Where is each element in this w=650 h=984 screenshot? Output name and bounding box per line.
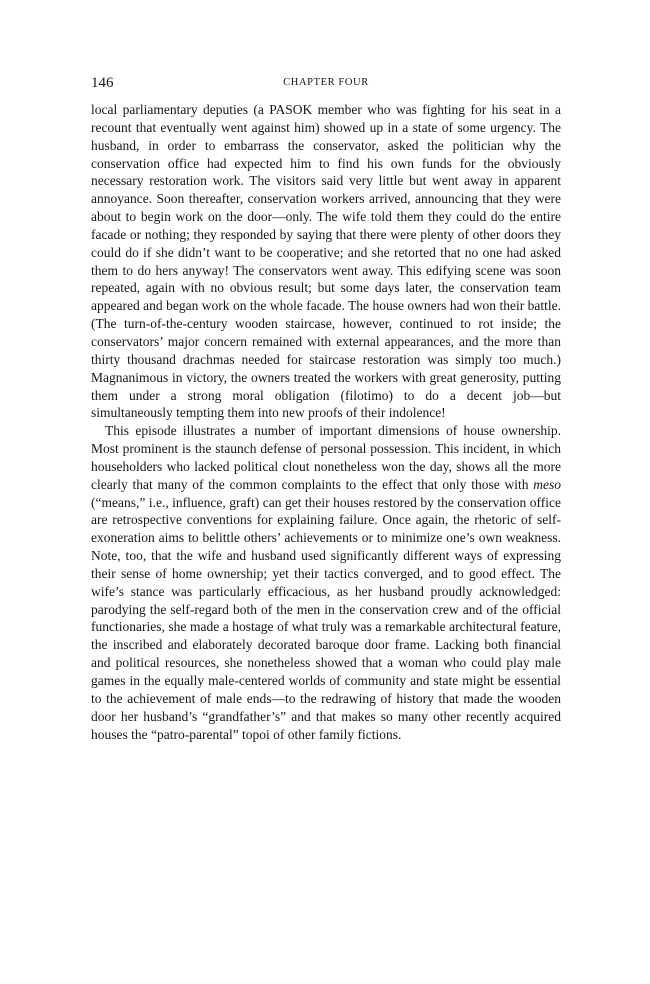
page-header	[91, 75, 561, 95]
paragraph-text-start: This episode illustrates a number of important dimensions of house ownership. Most prominent is the staunch defense of personal possession. This incident, in which householders who lacked political clout nonetheless won the day, shows all the more clearly that many of the common complaints to the effect that only those with	[91, 423, 561, 492]
running-head: CHAPTER FOUR	[283, 77, 369, 88]
italic-term-meso: meso	[533, 476, 561, 492]
paragraph-continued: local parliamentary deputies (a PASOK member who was fighting for his seat in a recount that eventually went against him) showed up in a state of some urgency. The husband, in order to embarrass the conservator, asked the politician why the conservation office had expected him to find his own funds for the obviously necessary restoration work. The visitors said very little but went away in apparent annoyance. Soon thereafter, conservation workers arrived, announcing that they were about to begin work on the door—only. The wife told them they could do the entire facade or nothing; they responded by saying that there were plenty of other doors they could do if she didn’t want to be cooperative; and she retorted that no one had asked them to do hers anyway! The conservators went away. This edifying scene was soon repeated, again with no obvious result; but some days later, the conservation team appeared and began work on the whole facade. The house owners had won their battle. (The turn-of-the-century wooden staircase, however, continued to rot inside; the conservators’ major concern remained with external appearances, and the more than thirty thousand drachmas needed for staircase restoration was simply too much.) Magnanimous in victory, the owners treated the workers with great generosity, putting them under a strong moral obligation (filotimo) to do a decent job—but simultaneously tempting them into new proofs of their indolence!	[91, 102, 561, 421]
page-number: 146	[91, 75, 114, 91]
body-text	[91, 101, 561, 743]
paragraph-episode-analysis	[91, 422, 561, 743]
paragraph-text-end: (“means,” i.e., influence, graft) can get their houses restored by the conservation office are retrospective conventions for explaining failure. Once again, the rhetoric of self-exoneration aims to belittle others’ achievements or to minimize one’s own weakness. Note, too, that the wife and husband used significantly different ways of expressing their sense of home ownership; yet their tactics converged, and to good effect. The wife’s stance was particularly efficacious, as her husband proudly acknowledged: parodying the self-regard both of the men in the conservation crew and of the official functionaries, she made a hostage of what truly was a remarkable architectural feature, the inscribed and elaborately decorated baroque door frame. Lacking both financial and political resources, she nonetheless showed that a woman who could play male games in the equally male-centered worlds of community and state might be essential to the achievement of male ends—to the redrawing of history that made the wooden door her husband’s “grandfather’s” and that makes so many other recently acquired houses the “patro-parental” topoi of other family fictions.	[91, 494, 561, 742]
